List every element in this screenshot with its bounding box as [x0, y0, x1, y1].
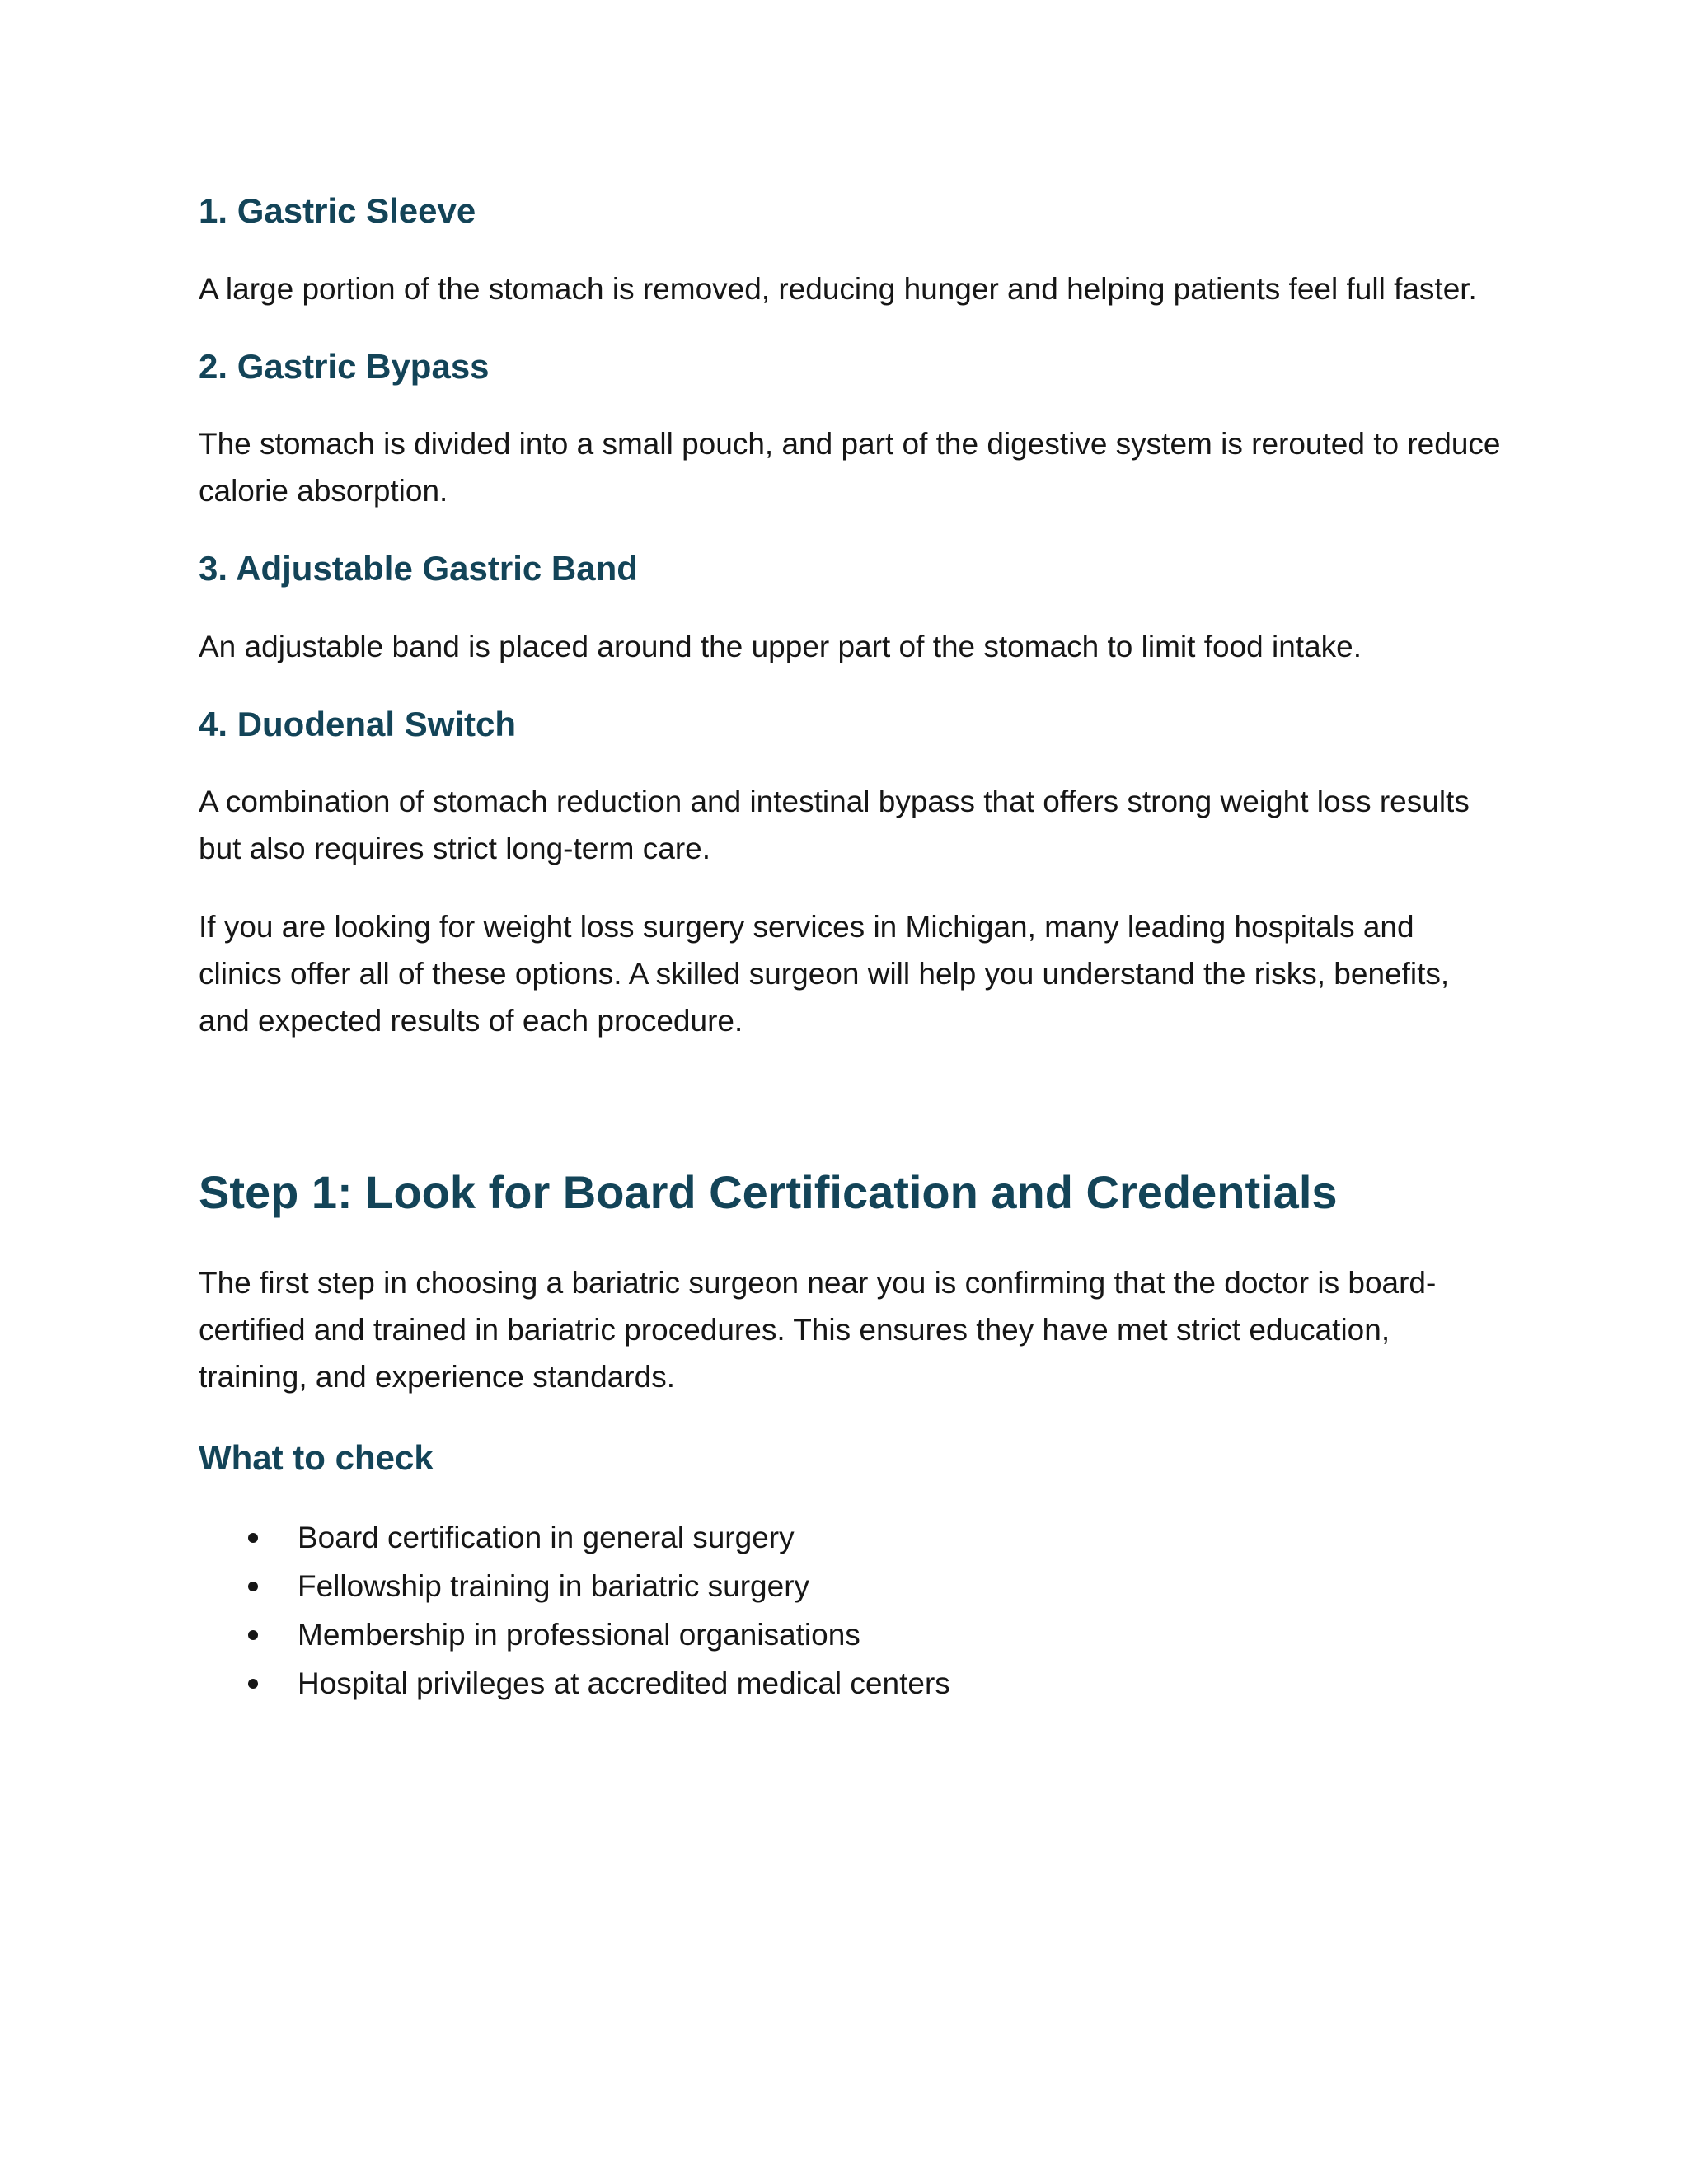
closing-paragraph: If you are looking for weight loss surgery services in Michigan, many leading hospitals and clinics offer all of these options. A skilled surgeon will help you understand the risks, benefits, and expected results of each procedure. [199, 910, 1450, 1038]
list-item [199, 1610, 1501, 1659]
list-item-text: Fellowship training in bariatric surgery [298, 1568, 810, 1603]
bullet-icon [248, 1582, 258, 1591]
list-item [199, 1659, 1501, 1708]
procedure-heading-gastric-sleeve: 1. Gastric Sleeve [199, 191, 476, 230]
list-item [199, 1562, 1501, 1610]
procedure-heading-gastric-bypass: 2. Gastric Bypass [199, 346, 490, 386]
list-item-text: Board certification in general surgery [298, 1520, 795, 1554]
check-list [199, 1513, 1501, 1708]
procedure-heading-duodenal-switch: 4. Duodenal Switch [199, 704, 517, 743]
document-content [199, 190, 1501, 1708]
procedure-description-adjustable-gastric-band: An adjustable band is placed around the upper part of the stomach to limit food intake. [199, 629, 1362, 663]
list-item [199, 1513, 1501, 1562]
bullet-icon [248, 1679, 258, 1689]
procedure-description-gastric-bypass: The stomach is divided into a small pouch, and part of the digestive system is rerouted to reduce calorie absorption. [199, 427, 1501, 508]
list-item-text: Hospital privileges at accredited medical centers [298, 1666, 950, 1700]
bullet-icon [248, 1533, 258, 1543]
list-item-text: Membership in professional organisations [298, 1617, 860, 1652]
step1-paragraph: The first step in choosing a bariatric surgeon near you is confirming that the doctor is board-certified and trained in bariatric procedures. This ensures they have met strict education, training, and experience standards. [199, 1266, 1437, 1394]
what-to-check-heading: What to check [199, 1438, 434, 1478]
procedure-heading-adjustable-gastric-band: 3. Adjustable Gastric Band [199, 549, 638, 588]
bullet-icon [248, 1630, 258, 1640]
step1-heading: Step 1: Look for Board Certification and Credentials [199, 1166, 1338, 1218]
procedure-description-gastric-sleeve: A large portion of the stomach is removed, reducing hunger and helping patients feel full faster. [199, 271, 1477, 306]
procedure-description-duodenal-switch: A combination of stomach reduction and intestinal bypass that offers strong weight loss results but also requires strict long-term care. [199, 785, 1470, 865]
